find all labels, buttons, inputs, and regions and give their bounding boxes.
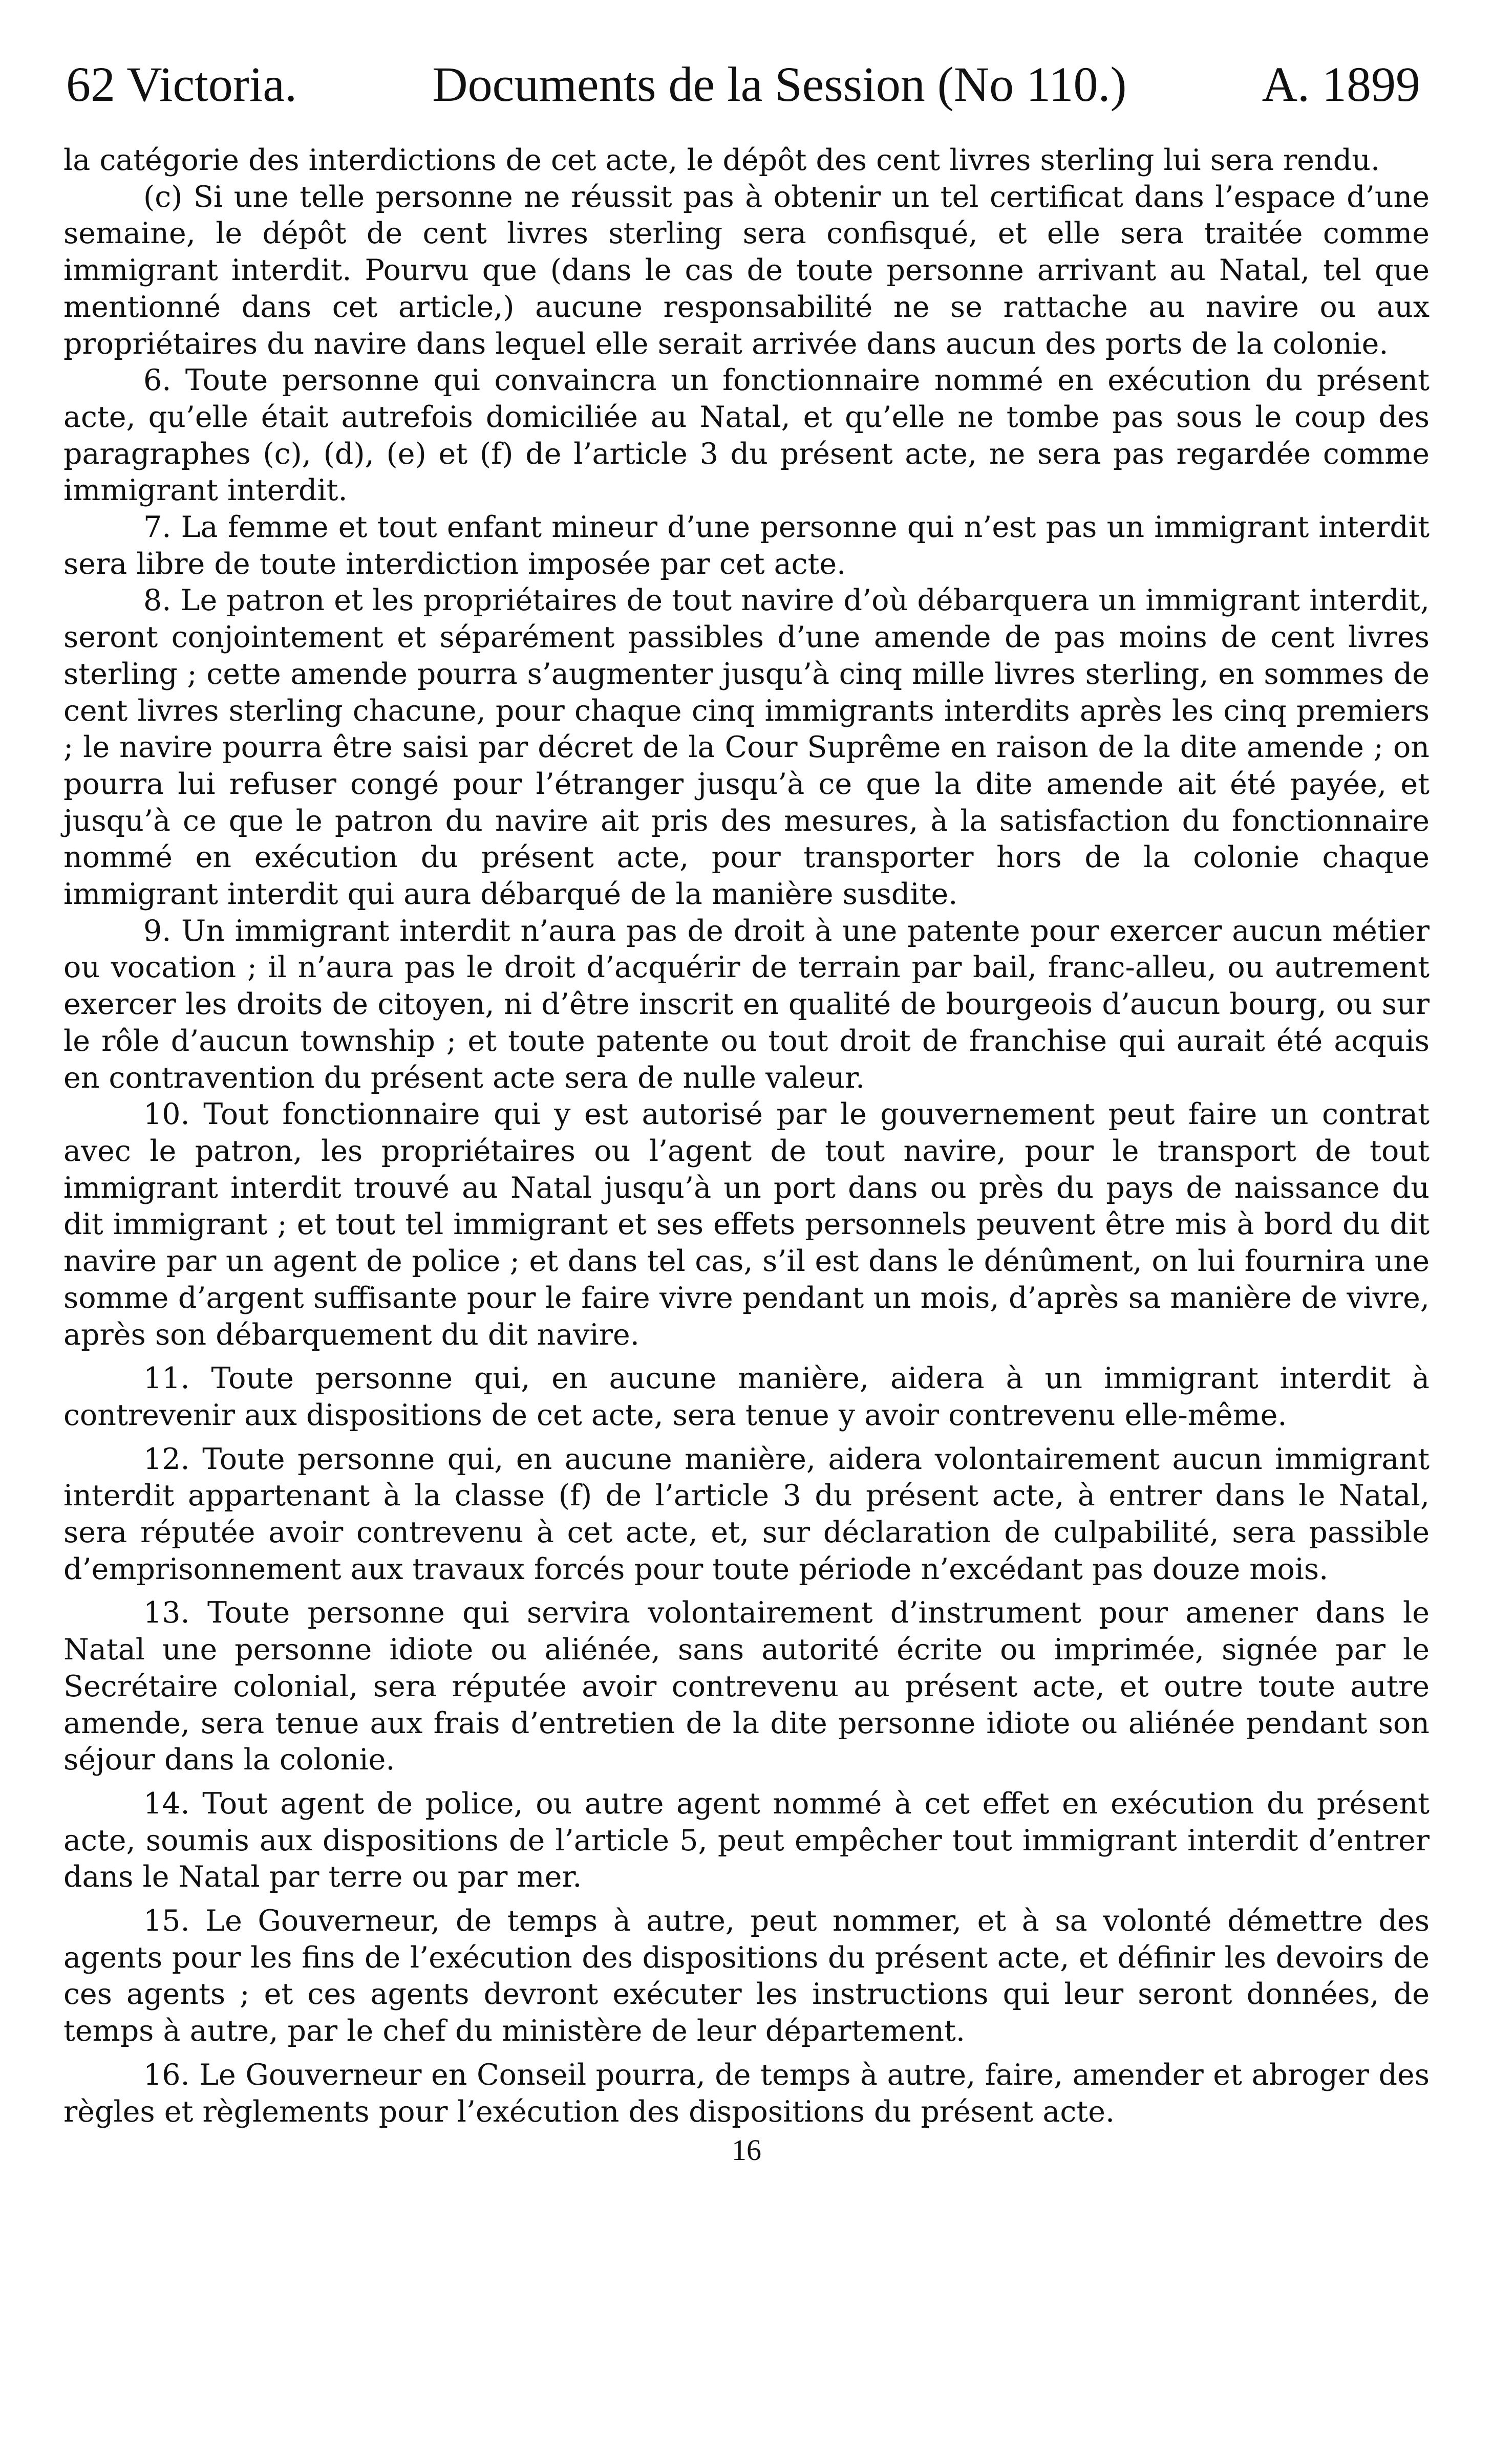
paragraph-article-6: 6. Toute personne qui convaincra un fonctionnaire nommé en exécution du présent acte, qu’elle était autrefois domiciliée au Natal, et qu’elle ne tombe pas sous le coup des paragraphes (c), (d), (e) et (f) de l’article 3 du présent acte, ne sera pas regardée comme immigrant interdit. xyxy=(63,363,1430,508)
running-header xyxy=(63,54,1430,118)
paragraph-article-11: 11. Toute personne qui, en aucune manière, aidera à un immigrant interdit à contrevenir aux dispositions de cet acte, sera tenue y avoir contrevenu elle-même. xyxy=(63,1361,1430,1432)
paragraph-article-12: 12. Toute personne qui, en aucune manière, aidera volontairement aucun immigrant interdit appartenant à la classe (f) de l’article 3 du présent acte, à entrer dans le Natal, sera réputée avoir contrevenu à cet acte, et, sur déclaration de culpabilité, sera passible d’emprisonnement aux travaux forcés pour toute période n’excédant pas douze mois. xyxy=(63,1442,1430,1586)
header-title: Documents de la Session (No 110.) xyxy=(432,57,1127,112)
paragraph-c: (c) Si une telle personne ne réussit pas à obtenir un tel certificat dans l’espace d’une semaine, le dépôt de cent livres sterling sera confisqué, et elle sera traitée comme immigrant interdit. Pourvu que (dans le cas de toute personne arrivant au Natal, tel que mentionné dans cet article,) aucune responsabilité ne se rattache au navire ou aux propriétaires du navire dans lequel elle serait arrivée dans aucun des ports de la colonie. xyxy=(63,180,1430,361)
paragraph-article-9: 9. Un immigrant interdit n’aura pas de droit à une patente pour exercer aucun métier ou vocation ; il n’aura pas le droit d’acquérir de terrain par bail, franc-alleu, ou autrement exercer les droits de citoyen, ni d’être inscrit en qualité de bourgeois d’aucun bourg, ou sur le rôle d’aucun township ; et toute patente ou tout droit de franchise qui aurait été acquis en contravention du présent acte sera de nulle valeur. xyxy=(63,914,1430,1095)
body-text xyxy=(63,142,1430,2130)
paragraph-article-16: 16. Le Gouverneur en Conseil pourra, de temps à autre, faire, amender et abroger des règles et règlements pour l’exécution des dispositions du présent acte. xyxy=(63,2058,1430,2129)
header-year: A. 1899 xyxy=(1262,57,1420,112)
paragraph-article-14: 14. Tout agent de police, ou autre agent nommé à cet effet en exécution du présent acte, soumis aux dispositions de l’article 5, peut empêcher tout immigrant interdit d’entrer dans le Natal par terre ou par mer. xyxy=(63,1786,1430,1894)
paragraph-article-10: 10. Tout fonctionnaire qui y est autorisé par le gouvernement peut faire un contrat avec le patron, les propriétaires ou l’agent de tout navire, pour le transport de tout immigrant interdit trouvé au Natal jusqu’à un port dans ou près du pays de naissance du dit immigrant ; et tout tel immigrant et ses effets personnels peuvent être mis à bord du dit navire par un agent de police ; et dans tel cas, s’il est dans le dénûment, on lui fournira une somme d’argent suffisante pour le faire vivre pendant un mois, d’après sa manière de vivre, après son débarquement du dit navire. xyxy=(63,1097,1430,1352)
paragraph-article-13: 13. Toute personne qui servira volontairement d’instrument pour amener dans le Natal une personne idiote ou aliénée, sans autorité écrite ou imprimée, signée par le Secrétaire colonial, sera réputée avoir contrevenu au présent acte, et outre toute autre amende, sera tenue aux frais d’entretien de la dite personne idiote ou aliénée pendant son séjour dans la colonie. xyxy=(63,1596,1430,1777)
paragraph-article-15: 15. Le Gouverneur, de temps à autre, peut nommer, et à sa volonté démettre des agents pour les fins de l’exécution des dispositions du présent acte, et définir les devoirs de ces agents ; et ces agents devront exécuter les instructions qui leur seront données, de temps à autre, par le chef du ministère de leur département. xyxy=(63,1904,1430,2048)
header-session-year: 62 Victoria. xyxy=(66,57,297,112)
page-number: 16 xyxy=(732,2133,761,2167)
paragraph-article-7: 7. La femme et tout enfant mineur d’une personne qui n’est pas un immigrant interdit sera libre de toute interdiction imposée par cet acte. xyxy=(63,510,1430,581)
paragraph-article-8: 8. Le patron et les propriétaires de tout navire d’où débarquera un immigrant interdit, seront conjointement et séparément passibles d’une amende de pas moins de cent livres sterling ; cette amende pourra s’augmenter jusqu’à cinq mille livres sterling, en sommes de cent livres sterling chacune, pour chaque cinq immigrants interdits après les cinq premiers ; le navire pourra être saisi par décret de la Cour Suprême en raison de la dite amende ; on pourra lui refuser congé pour l’étranger jusqu’à ce que la dite amende ait été payée, et jusqu’à ce que le patron du navire ait pris des mesures, à la satisfaction du fonctionnaire nommé en exécution du présent acte, pour transporter hors de la colonie chaque immigrant interdit qui aura débarqué de la manière susdite. xyxy=(63,583,1430,912)
paragraph-continuation: la catégorie des interdictions de cet acte, le dépôt des cent livres sterling lui sera rendu. xyxy=(63,143,1380,177)
